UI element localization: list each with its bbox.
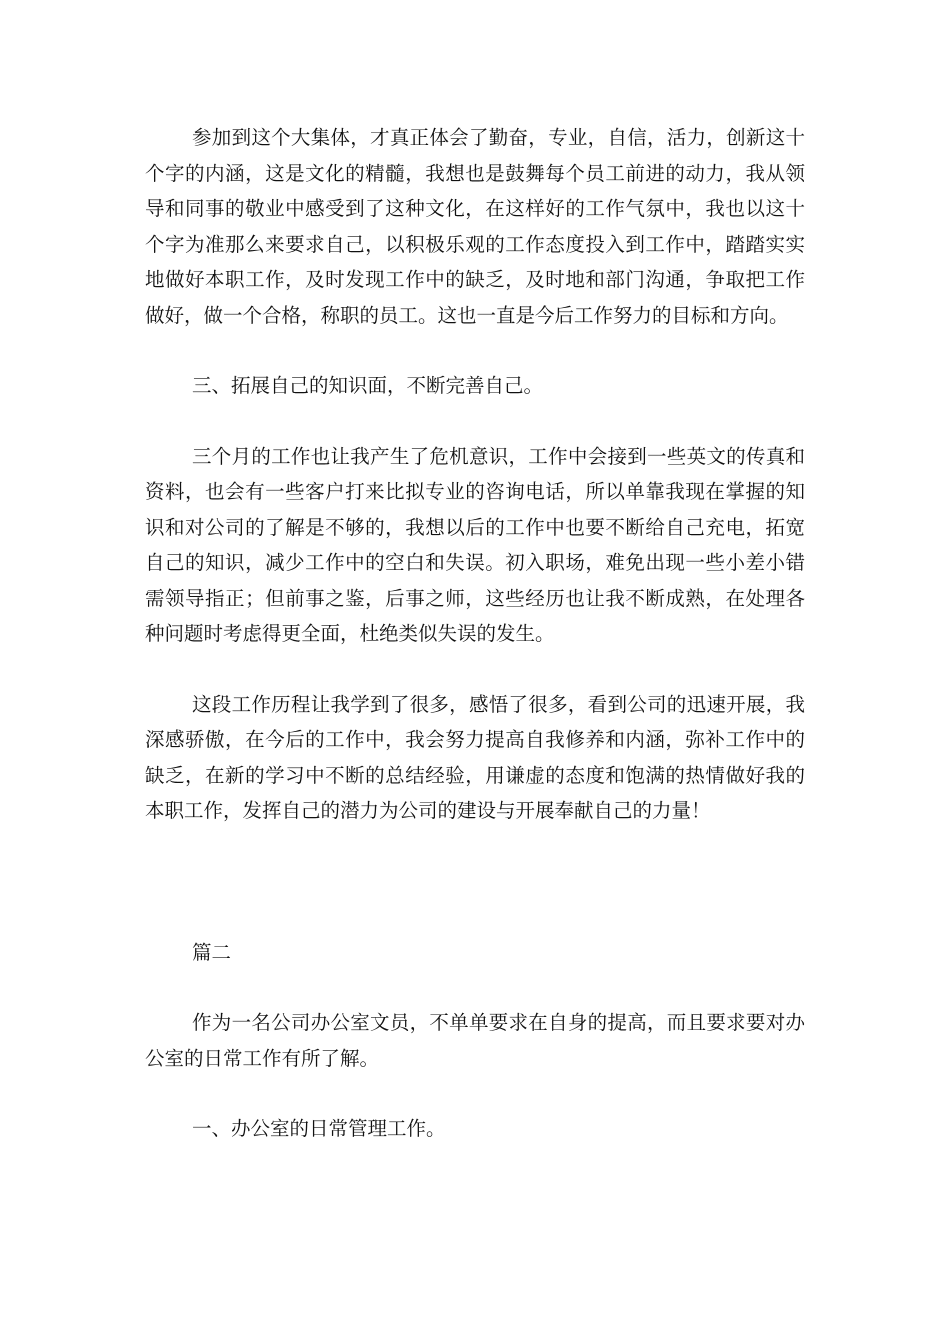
section-gap — [145, 829, 805, 935]
paragraph-gap — [145, 652, 805, 687]
paragraph-crisis-awareness: 三个月的工作也让我产生了危机意识，工作中会接到一些英文的传真和资料，也会有一些客户打来比拟专业的咨询电话，所以单靠我现在掌握的知识和对公司的了解是不够的，我想以后的工作中也要不断给自己充电，拓宽自己的知识，减少工作中的空白和失误。初入职场，难免出现一些小差小错需领导指正；但前事之鉴，后事之师，这些经历也让我不断成熟，在处理各种问题时考虑得更全面，杜绝类似失误的发生。 — [145, 444, 805, 645]
section-heading-three: 三、拓展自己的知识面，不断完善自己。 — [192, 374, 544, 397]
paragraph-gap — [145, 333, 805, 368]
paragraph-gap — [145, 970, 805, 1005]
paragraph-conclusion: 这段工作历程让我学到了很多，感悟了很多，看到公司的迅速开展，我深感骄傲，在今后的工作中，我会努力提高自我修养和内涵，弥补工作中的缺乏，在新的学习中不断的总结经验，用谦虚的态度和饱满的热情做好我的本职工作，发挥自己的潜力为公司的建设与开展奉献自己的力量！ — [145, 692, 805, 822]
paragraph-culture: 参加到这个大集体，才真正体会了勤奋，专业，自信，活力，创新这十个字的内涵，这是文化的精髓，我想也是鼓舞每个员工前进的动力，我从领导和同事的敬业中感受到了这种文化，在这样好的工作气氛中，我也以这十个字为准那么来要求自己，以积极乐观的工作态度投入到工作中，踏踏实实地做好本职工作，及时发现工作中的缺乏，及时地和部门沟通，争取把工作做好，做一个合格，称职的员工。这也一直是今后工作努力的目标和方向。 — [145, 126, 805, 327]
section-heading-one: 一、办公室的日常管理工作。 — [192, 1117, 446, 1140]
paragraph-intro-clerk: 作为一名公司办公室文员，不单单要求在自身的提高，而且要求要对办公室的日常工作有所了解。 — [145, 1011, 805, 1070]
paragraph-gap — [145, 404, 805, 439]
document-body — [145, 120, 805, 1147]
part-heading-two: 篇二 — [192, 940, 232, 964]
paragraph-gap — [145, 1076, 805, 1111]
